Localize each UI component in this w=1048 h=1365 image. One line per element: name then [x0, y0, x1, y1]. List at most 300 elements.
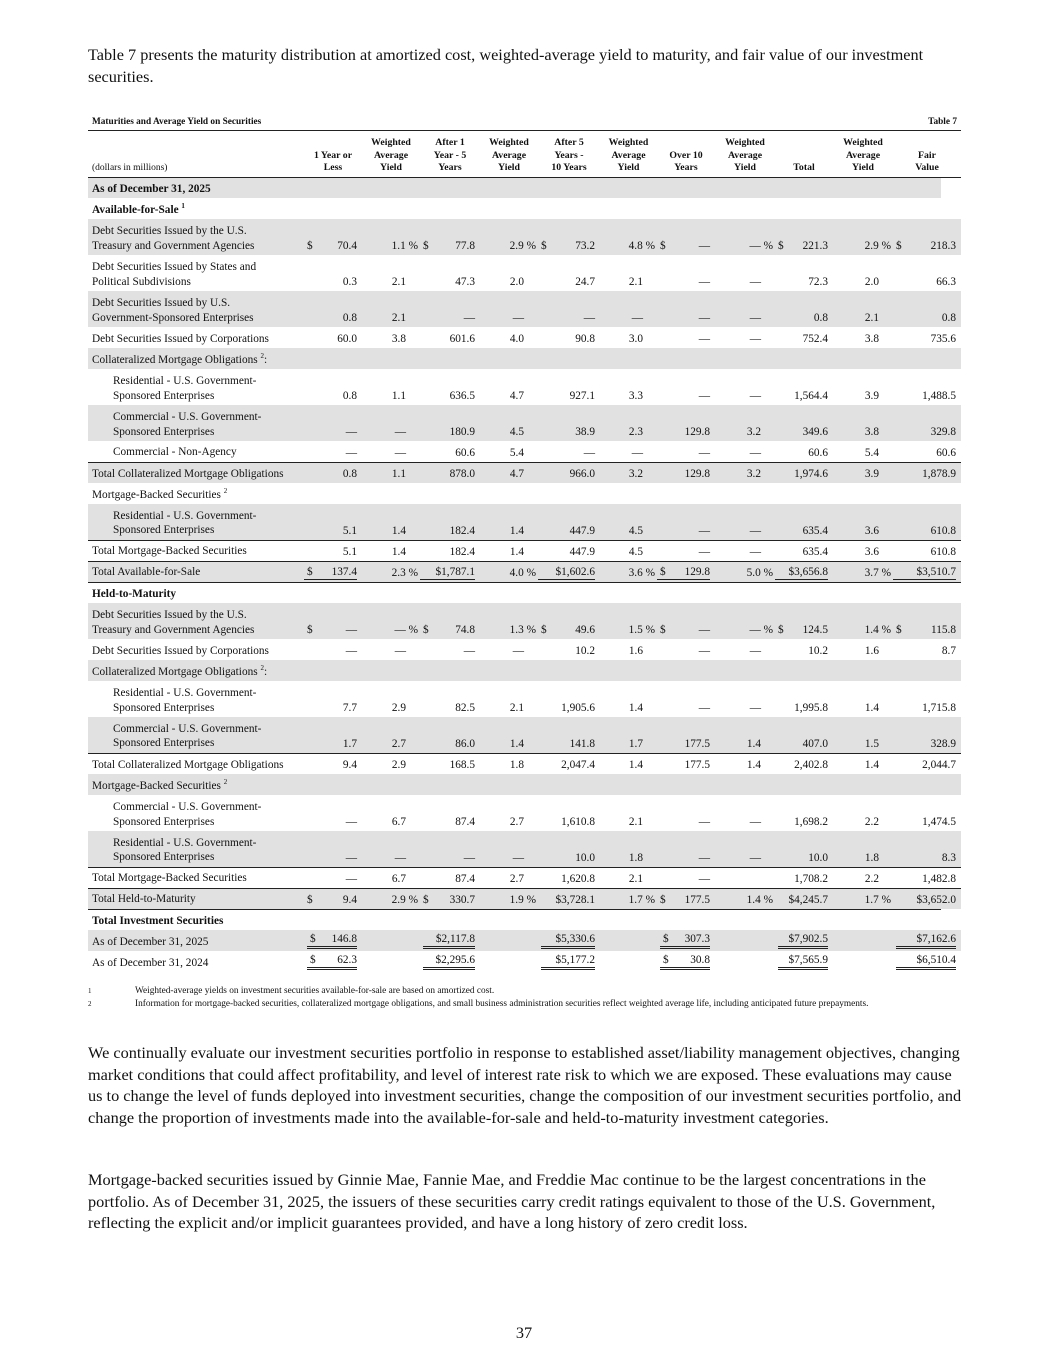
cell-value: 60.6	[808, 446, 828, 459]
amount-cell	[538, 603, 600, 639]
column-header	[480, 131, 538, 177]
cell-value: 635.4	[802, 545, 828, 558]
yield-cell	[362, 462, 420, 483]
cell-inner	[657, 851, 710, 865]
row-label-text: Total Collateralized Mortgage Obligations	[92, 758, 284, 771]
cell-inner	[420, 644, 475, 658]
cell-inner	[893, 737, 956, 751]
cell-inner	[538, 275, 595, 289]
cell-value: 1.4	[746, 759, 761, 771]
section-row	[88, 177, 961, 198]
cell-value: 86.0	[455, 737, 475, 750]
amount-cell	[304, 831, 362, 867]
yield-cell	[715, 561, 775, 582]
cell-inner	[304, 467, 357, 481]
cell-value: $5,330.6	[555, 933, 595, 945]
cell-value: 2.0	[864, 276, 879, 288]
table-column-headers	[88, 131, 961, 177]
cell-inner	[420, 737, 475, 751]
cell-inner	[715, 566, 773, 580]
cell-inner	[304, 446, 357, 460]
cell-value: —	[698, 333, 710, 345]
column-header	[420, 131, 480, 177]
column-header-line: Weighted	[489, 137, 529, 148]
cell-value: 1,974.6	[794, 468, 828, 480]
cell-value: 82.5	[455, 702, 475, 714]
row-label	[88, 177, 941, 198]
cell-value: 1.4	[509, 545, 524, 558]
row-label-line	[92, 565, 304, 580]
percent-sign: %	[878, 893, 891, 906]
cell-value: 1.7	[864, 893, 879, 906]
cell-inner	[600, 446, 655, 460]
yield-cell	[600, 603, 657, 639]
yield-cell	[715, 405, 775, 441]
column-header-line: Yield	[498, 162, 520, 173]
cell-inner	[420, 467, 475, 481]
yield-cell	[362, 255, 420, 291]
cell-inner	[362, 623, 418, 637]
cell-value: 0.3	[342, 276, 357, 288]
column-header-line: Less	[323, 162, 343, 173]
yield-cell	[480, 504, 538, 540]
table-row	[88, 348, 961, 369]
cell-inner	[304, 239, 357, 253]
cell-inner	[420, 332, 475, 346]
row-label	[88, 198, 941, 219]
cell-inner	[304, 872, 357, 886]
amount-cell	[420, 753, 480, 774]
row-label-line	[92, 623, 304, 638]
amount-cell	[538, 681, 600, 717]
cell-value: 62.3	[337, 954, 357, 966]
yield-cell	[480, 441, 538, 462]
cell-value: 10.2	[575, 645, 595, 657]
percent-sign: %	[405, 566, 418, 579]
cell-value: —	[463, 851, 475, 864]
cell-value: 3.6	[864, 545, 879, 558]
cell-value: 4.7	[509, 390, 524, 402]
yield-cell	[362, 441, 420, 462]
column-header	[600, 131, 657, 177]
cell-inner	[715, 311, 773, 325]
amount-cell	[893, 831, 961, 867]
column-header-line	[775, 150, 833, 163]
cell-value: 2.1	[391, 312, 406, 324]
cell-value: 2.1	[628, 276, 643, 288]
cell-inner	[480, 737, 536, 751]
yield-cell	[833, 867, 893, 888]
cell-inner	[304, 275, 357, 289]
cell-inner	[420, 425, 475, 439]
cell-inner	[480, 815, 536, 829]
cell-value: 1.1	[391, 240, 406, 252]
yield-cell	[833, 930, 893, 951]
amount-cell	[538, 540, 600, 561]
amount-cell	[304, 774, 362, 795]
cell-inner	[893, 758, 956, 772]
table-row	[88, 681, 961, 717]
row-label-line	[113, 686, 304, 701]
cell-value: 1.1	[391, 390, 406, 402]
table-row	[88, 831, 961, 867]
yield-cell	[362, 348, 420, 369]
cell-value: 5.1	[342, 524, 357, 537]
cell-value: 90.8	[575, 333, 595, 345]
cell-inner	[541, 932, 595, 949]
cell-value: 635.4	[802, 524, 828, 537]
yield-cell	[480, 951, 538, 972]
cell-inner	[480, 701, 536, 715]
cell-inner	[833, 332, 891, 346]
yield-cell	[362, 795, 420, 831]
amount-cell	[775, 348, 833, 369]
footnote-mark: 1	[88, 987, 92, 995]
row-label	[88, 483, 304, 504]
cell-value: 73.2	[575, 240, 595, 252]
dollar-sign: $	[423, 624, 429, 636]
cell-value: 2.7	[509, 872, 524, 885]
cell-inner	[362, 737, 418, 751]
cell-value: 2.1	[864, 312, 879, 324]
amount-cell	[420, 561, 480, 582]
amount-cell	[304, 930, 362, 951]
cell-inner	[480, 275, 536, 289]
cell-inner	[833, 815, 891, 829]
yield-cell	[600, 951, 657, 972]
yield-cell	[480, 462, 538, 483]
table-row	[88, 639, 961, 660]
cell-inner	[775, 389, 828, 403]
amount-cell	[538, 255, 600, 291]
cell-inner	[538, 815, 595, 829]
section-label: As of December 31, 2025	[92, 182, 211, 195]
table-row	[88, 255, 961, 291]
cell-inner	[657, 389, 710, 403]
yield-cell	[833, 369, 893, 405]
cell-value: 10.0	[575, 851, 595, 864]
cell-inner	[893, 311, 956, 325]
amount-cell	[657, 483, 715, 504]
yield-cell	[600, 639, 657, 660]
column-header	[893, 131, 961, 177]
cell-value: —	[698, 524, 710, 537]
cell-value: 3.0	[628, 333, 643, 345]
yield-cell	[715, 867, 775, 888]
yield-cell	[600, 504, 657, 540]
yield-cell	[600, 753, 657, 774]
cell-inner	[775, 851, 828, 865]
table-row	[88, 441, 961, 462]
cell-value: 1.4	[509, 737, 524, 750]
cell-inner	[538, 701, 595, 715]
cell-inner	[660, 953, 710, 970]
cell-value: 0.8	[342, 390, 357, 402]
yield-cell	[480, 795, 538, 831]
dollar-sign: $	[778, 240, 784, 252]
amount-cell	[657, 540, 715, 561]
percent-sign: %	[878, 566, 891, 579]
cell-inner	[600, 425, 655, 439]
footnote-text: Weighted-average yields on investment securities available-for-sale are based on amortized cost.	[135, 986, 495, 996]
amount-cell	[775, 681, 833, 717]
row-label	[88, 255, 304, 291]
amount-cell	[893, 951, 961, 972]
amount-cell	[893, 774, 961, 795]
yield-cell	[362, 603, 420, 639]
row-label	[88, 888, 304, 909]
cell-value: —	[698, 851, 710, 864]
cell-value: —	[698, 446, 710, 459]
footnote-2	[88, 998, 963, 1010]
row-label-line	[113, 523, 304, 538]
cell-inner	[538, 311, 595, 325]
amount-cell	[893, 660, 961, 681]
yield-cell	[833, 441, 893, 462]
amount-cell	[893, 930, 961, 951]
cell-inner	[893, 545, 956, 559]
cell-inner	[420, 701, 475, 715]
column-header-line: Years -	[554, 149, 584, 161]
cell-inner	[600, 239, 655, 253]
column-header-line: Yield	[617, 162, 640, 173]
cell-value: 3.6	[628, 566, 643, 579]
cell-value: 636.5	[449, 390, 475, 402]
yield-cell	[600, 405, 657, 441]
cell-inner	[893, 275, 956, 289]
yield-cell	[480, 327, 538, 348]
table-row	[88, 219, 961, 255]
cell-inner	[833, 275, 891, 289]
row-label-line	[113, 850, 304, 865]
cell-value: 10.2	[808, 645, 828, 657]
cell-inner	[362, 893, 418, 907]
cell-value: 3.8	[391, 333, 406, 345]
amount-cell	[893, 888, 961, 909]
cell-value: 218.3	[930, 240, 956, 252]
amount-cell	[657, 753, 715, 774]
cell-value: 1.5	[864, 737, 879, 750]
cell-inner	[362, 311, 418, 325]
yield-cell	[362, 681, 420, 717]
row-label	[88, 369, 304, 405]
cell-inner	[657, 737, 710, 751]
cell-value: 77.8	[455, 240, 475, 252]
cell-inner	[600, 701, 655, 715]
cell-value: —	[698, 624, 710, 636]
amount-cell	[893, 405, 961, 441]
cell-inner	[657, 425, 710, 439]
cell-inner	[420, 389, 475, 403]
column-header-line: Years	[438, 162, 462, 173]
page-number: 37	[515, 1323, 533, 1342]
cell-inner	[538, 872, 595, 886]
cell-inner	[362, 872, 418, 886]
yield-cell	[833, 753, 893, 774]
yield-cell	[715, 639, 775, 660]
amount-cell	[775, 255, 833, 291]
cell-value: —	[749, 702, 761, 714]
footnote-mark: 2	[88, 1000, 92, 1008]
cell-inner	[600, 623, 655, 637]
yield-cell	[600, 561, 657, 582]
footnote-ref: 2	[223, 777, 228, 786]
row-label-text: Treasury and Government Agencies	[92, 623, 255, 636]
column-header-line	[893, 137, 961, 150]
amount-cell	[420, 540, 480, 561]
cell-value: 2,047.4	[561, 759, 595, 771]
percent-sign: %	[642, 624, 655, 636]
cell-value: 24.7	[575, 276, 595, 288]
cell-value: 2.2	[864, 872, 879, 885]
percent-sign: %	[523, 624, 536, 636]
table-row	[88, 603, 961, 639]
cell-value: 1,698.2	[794, 816, 828, 828]
row-label	[88, 930, 304, 951]
cell-inner	[362, 701, 418, 715]
cell-inner	[893, 565, 956, 580]
row-label-suffix: :	[263, 665, 268, 678]
cell-inner	[420, 565, 475, 580]
cell-inner	[304, 644, 357, 658]
amount-cell	[420, 774, 480, 795]
column-header-line: Average	[845, 149, 881, 161]
column-header-line: Average	[373, 149, 409, 161]
row-label	[88, 327, 304, 348]
cell-value: $1,787.1	[435, 565, 475, 578]
cell-value: 10.0	[808, 851, 828, 864]
yield-cell	[715, 753, 775, 774]
cell-inner	[538, 389, 595, 403]
amount-cell	[657, 369, 715, 405]
cell-inner	[775, 644, 828, 658]
cell-value: $2,295.6	[435, 954, 475, 966]
row-label-text: Collateralized Mortgage Obligations	[92, 353, 258, 366]
section-row	[88, 582, 961, 603]
cell-inner	[304, 389, 357, 403]
yield-cell	[600, 369, 657, 405]
amount-cell	[304, 867, 362, 888]
amount-cell	[420, 639, 480, 660]
cell-inner	[657, 872, 710, 886]
row-label-line	[92, 311, 304, 326]
percent-sign: %	[642, 893, 655, 906]
cell-value: 3.6	[864, 524, 879, 537]
cell-value: 3.8	[864, 333, 879, 345]
row-label	[88, 582, 941, 603]
row-label	[88, 540, 304, 561]
row-label-text: Total Mortgage-Backed Securities	[92, 545, 247, 557]
cell-inner	[304, 815, 357, 829]
yield-cell	[833, 681, 893, 717]
yield-cell	[480, 831, 538, 867]
cell-value: $7,565.9	[788, 954, 828, 966]
row-label-line	[92, 544, 304, 559]
cell-value: 47.3	[455, 276, 475, 288]
dollar-sign: $	[660, 565, 666, 578]
row-label	[88, 219, 304, 255]
cell-inner	[423, 953, 475, 970]
amount-cell	[657, 561, 715, 582]
row-label-text: Mortgage-Backed Securities	[92, 488, 221, 501]
amount-cell	[304, 462, 362, 483]
amount-cell	[657, 219, 715, 255]
cell-value: 2.9	[864, 240, 879, 252]
amount-cell	[538, 441, 600, 462]
percent-sign: %	[523, 566, 536, 579]
dollar-sign: $	[896, 624, 902, 636]
dollar-sign: $	[423, 240, 429, 252]
amount-cell	[775, 717, 833, 753]
column-header	[715, 131, 775, 177]
cell-inner	[538, 425, 595, 439]
amount-cell	[775, 831, 833, 867]
cell-value: 2.9	[391, 893, 406, 906]
intro-paragraph: Table 7 presents the maturity distribution at amortized cost, weighted-average yield to maturity, and fair value of our investment securities.	[88, 45, 924, 86]
cell-inner	[775, 893, 828, 907]
amount-cell	[420, 504, 480, 540]
cell-value: —	[749, 524, 761, 537]
cell-value: —	[698, 276, 710, 288]
section-label: Total Investment Securities	[92, 914, 224, 927]
cell-inner	[775, 623, 828, 637]
cell-value: 2.9	[509, 240, 524, 252]
amount-cell	[420, 930, 480, 951]
cell-value: 177.5	[684, 893, 710, 906]
cell-value: 129.8	[684, 426, 710, 438]
cell-inner	[833, 239, 891, 253]
percent-sign: %	[642, 240, 655, 252]
row-label-suffix: :	[263, 353, 268, 366]
cell-value: 0.8	[342, 468, 357, 480]
cell-inner	[775, 701, 828, 715]
cell-inner	[600, 566, 655, 580]
yield-cell	[362, 219, 420, 255]
cell-value: 2.3	[628, 426, 643, 438]
cell-value: —	[749, 390, 761, 402]
cell-inner	[362, 275, 418, 289]
cell-inner	[715, 275, 773, 289]
cell-value: $3,656.8	[788, 565, 828, 578]
yield-cell	[715, 291, 775, 327]
amount-cell	[775, 327, 833, 348]
amount-cell	[538, 291, 600, 327]
percent-sign: %	[878, 240, 891, 252]
row-label-text: Political Subdivisions	[92, 275, 191, 288]
cell-inner	[657, 565, 710, 580]
row-label-line	[113, 701, 304, 716]
cell-inner	[715, 446, 773, 460]
cell-inner	[538, 623, 595, 637]
cell-value: 1,482.8	[922, 872, 956, 885]
cell-value: 0.8	[941, 312, 956, 324]
cell-value: —	[698, 240, 710, 252]
cell-inner	[480, 644, 536, 658]
cell-value: 9.4	[342, 893, 357, 906]
yield-cell	[362, 753, 420, 774]
cell-value: 1,905.6	[561, 702, 595, 714]
yield-cell	[600, 867, 657, 888]
row-label-line	[113, 410, 304, 425]
amount-cell	[893, 369, 961, 405]
cell-inner	[775, 332, 828, 346]
amount-cell	[538, 561, 600, 582]
amount-cell	[657, 639, 715, 660]
yield-cell	[833, 561, 893, 582]
cell-value: —	[749, 816, 761, 828]
amount-cell	[893, 219, 961, 255]
cell-inner	[362, 524, 418, 538]
